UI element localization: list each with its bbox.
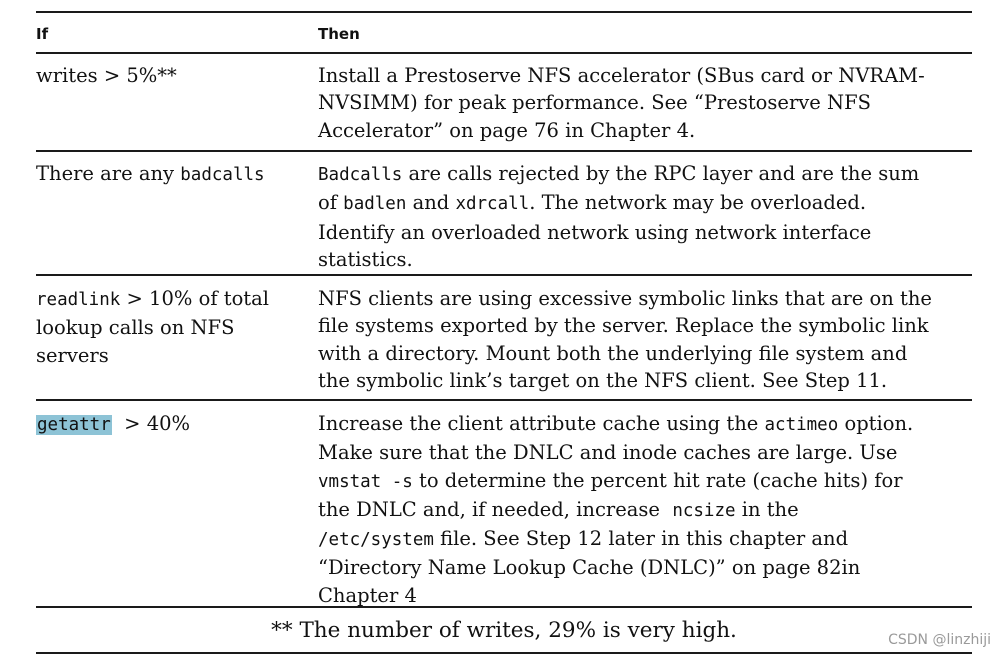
row-4-if-cell [36, 410, 190, 439]
row-1-if-cell: writes > 5%** [36, 64, 177, 87]
text-line: statistics. [318, 247, 413, 271]
text-span: . The network may be overloaded. [529, 191, 867, 215]
code-vmstat: vmstat -s [318, 471, 413, 492]
text-line: Identify an overloaded network using network interface [318, 220, 872, 244]
text-line [36, 285, 269, 314]
row-2-then-cell [318, 160, 919, 273]
row-2-if-cell [36, 160, 265, 189]
text-span: > 40% [111, 412, 191, 435]
text-span: and [406, 191, 456, 215]
code-xdrcall: xdrcall [455, 194, 530, 215]
text-line: lookup calls on NFS [36, 316, 235, 340]
text-span: in the [735, 497, 799, 521]
text-line: file systems exported by the server. Replace the symbolic link [318, 314, 929, 338]
row-divider [36, 399, 972, 401]
text-line: Chapter 4 [318, 583, 417, 607]
text-line [318, 160, 919, 189]
text-span: option. [838, 412, 914, 435]
footnote: ** The number of writes, 29% is very high. [271, 618, 737, 643]
text-span: the DNLC and, if needed, increase [318, 497, 673, 521]
column-header-if: If [36, 25, 49, 43]
text-line [318, 189, 919, 218]
code-ncsize: ncsize [672, 500, 736, 521]
code-badlen: badlen [343, 194, 407, 215]
text-line: with a directory. Mount both the underlying file system and [318, 341, 908, 365]
text-line: NFS clients are using excessive symbolic links that are on the [318, 287, 932, 310]
code-getattr-highlighted: getattr [37, 415, 111, 435]
header-bottom-rule [36, 52, 972, 54]
watermark-text: CSDN @linzhiji [888, 632, 991, 648]
code-badcalls-cap: Badcalls [318, 165, 403, 185]
row-1-then-cell [318, 62, 925, 144]
text-line: Accelerator” on page 76 in Chapter 4. [318, 118, 696, 142]
text-line: NVSIMM) for peak performance. See “Prestoserve NFS [318, 91, 871, 115]
text-line: the symbolic link’s target on the NFS client. See Step 11. [318, 368, 888, 392]
text-line: Install a Prestoserve NFS accelerator (SBus card or NVRAM- [318, 64, 925, 87]
text-line: Make sure that the DNLC and inode caches are large. Use [318, 441, 898, 465]
text-span: file. See Step 12 later in this chapter and [433, 527, 849, 551]
column-header-then: Then [318, 25, 360, 43]
code-etc-system: /etc/system [318, 530, 434, 551]
text-span: to determine the percent hit rate (cache hits) for [412, 468, 903, 492]
code-readlink: readlink [36, 290, 121, 310]
code-actimeo: actimeo [764, 415, 839, 435]
row-4-then-cell [318, 410, 913, 609]
text-span: > 10% of total [120, 287, 270, 310]
table-top-rule [36, 11, 972, 13]
text-line: servers [36, 343, 109, 367]
text-line [318, 410, 913, 439]
table-bottom-rule [36, 652, 972, 654]
row-divider [36, 150, 972, 152]
text-line [318, 525, 913, 554]
text-line [318, 467, 913, 496]
text-line: “Directory Name Lookup Cache (DNLC)” on page 82in [318, 556, 861, 580]
text-span: of [318, 191, 344, 215]
text-span: are calls rejected by the RPC layer and are the sum [402, 162, 920, 185]
row-3-if-cell [36, 285, 269, 369]
text-span: There are any [36, 162, 181, 185]
text-span: Increase the client attribute cache using the [318, 412, 765, 435]
code-badcalls: badcalls [180, 165, 265, 185]
row-3-then-cell [318, 285, 932, 394]
row-divider [36, 274, 972, 276]
text-line [318, 496, 913, 525]
